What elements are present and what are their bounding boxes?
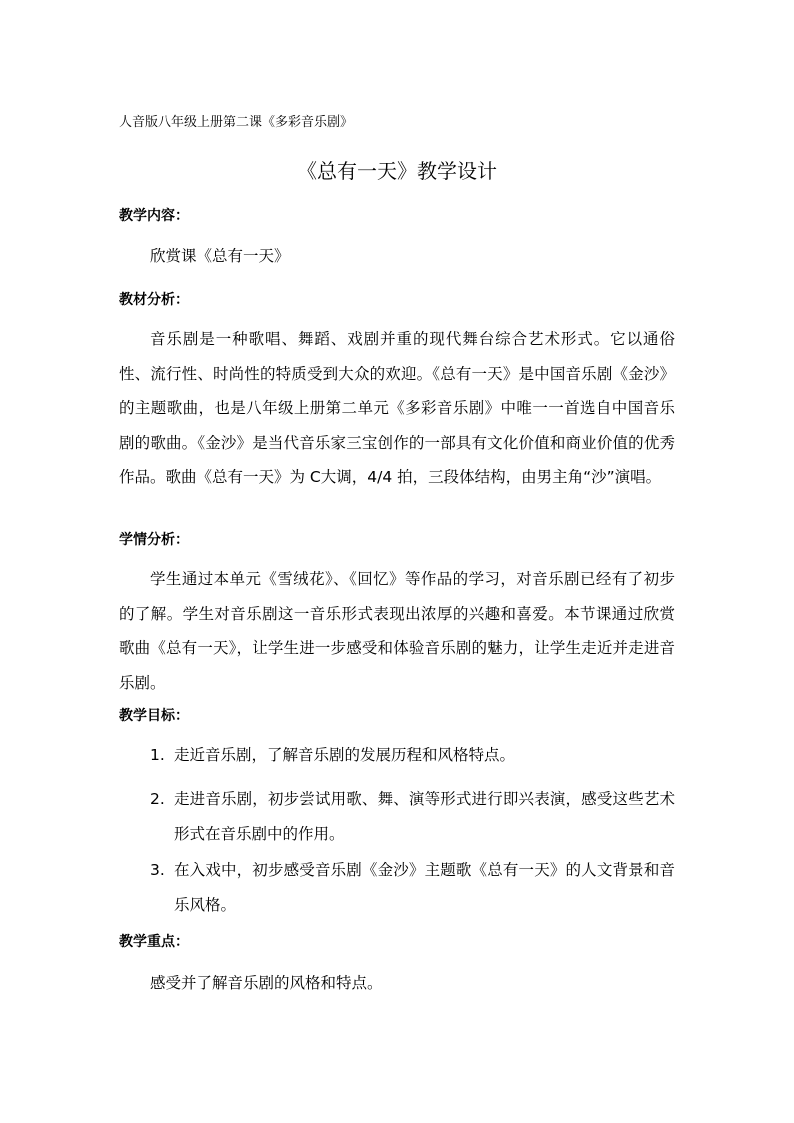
section-label-key-points: 教学重点： xyxy=(119,934,189,950)
goal-number: 2. xyxy=(150,790,165,808)
course-header: 人音版八年级上册第二课《多彩音乐剧》 xyxy=(119,115,354,130)
key-points-text: 感受并了解音乐剧的风格和特点。 xyxy=(150,974,383,992)
section-label-material: 教材分析： xyxy=(119,292,189,308)
section-label-content: 教学内容： xyxy=(119,208,189,224)
content-text: 欣赏课《总有一天》 xyxy=(150,247,290,265)
section-label-students: 学情分析： xyxy=(119,532,189,548)
students-paragraph: 学生通过本单元《雪绒花》、《回忆》等作品的学习，对音乐剧已经有了初步的了解。学生对音乐剧这一音乐形式表现出浓厚的兴趣和喜爱。本节课通过欣赏歌曲《总有一天》，让学生进一步感受和体验音乐剧的魅力，让学生走近并走进音乐剧。 xyxy=(119,570,675,692)
goal-text: 走近音乐剧，了解音乐剧的发展历程和风格特点。 xyxy=(174,746,516,764)
material-paragraph: 音乐剧是一种歌唱、舞蹈、戏剧并重的现代舞台综合艺术形式。它以通俗性、流行性、时尚性的特质受到大众的欢迎。《总有一天》是中国音乐剧《金沙》的主题歌曲，也是八年级上册第二单元《多彩音乐剧》中唯一一首选自中国音乐剧的歌曲。《金沙》是当代音乐家三宝创作的一部具有文化价值和商业价值的优秀作品。歌曲《总有一天》为 C大调，4/4 拍，三段体结构，由男主角“沙”演唱。 xyxy=(119,330,675,486)
goal-number: 3. xyxy=(150,861,165,879)
document-title: 《总有一天》教学设计 xyxy=(297,159,497,183)
goal-item-2 xyxy=(150,782,675,851)
goal-item-3 xyxy=(150,853,675,922)
goal-text: 在入戏中，初步感受音乐剧《金沙》主题歌《总有一天》的人文背景和音乐风格。 xyxy=(174,861,675,914)
goal-text: 走进音乐剧，初步尝试用歌、舞、演等形式进行即兴表演，感受这些艺术形式在音乐剧中的作用。 xyxy=(174,790,675,843)
section-label-goals: 教学目标： xyxy=(119,708,189,724)
goal-item-1 xyxy=(150,738,675,773)
goal-number: 1. xyxy=(150,746,165,764)
